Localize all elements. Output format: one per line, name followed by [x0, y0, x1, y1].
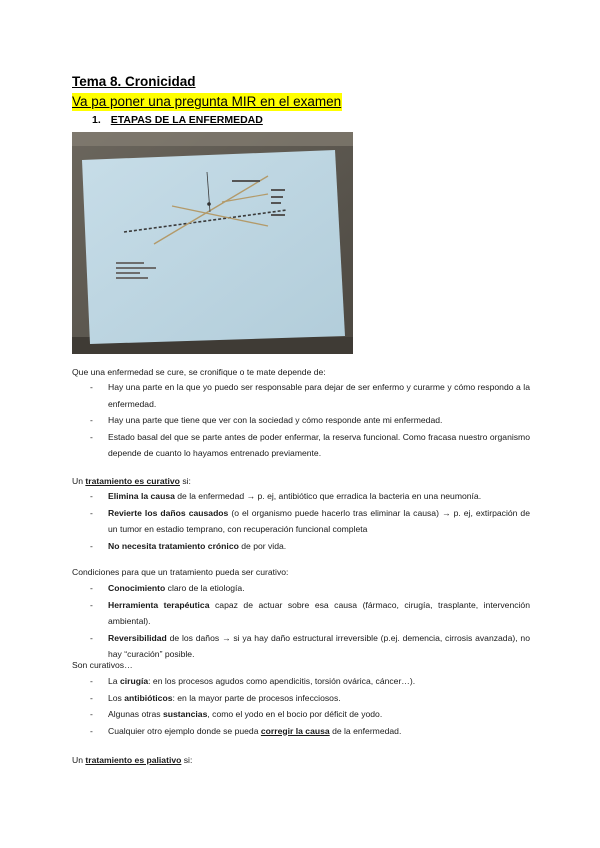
list-item: - Revierte los daños causados (o el organismo puede hacerlo tras eliminar la causa) → p. ej, extirpación de un tumor en estadio temprano, con recuperación funcional completa	[90, 507, 530, 534]
list-item: - Algunas otras sustancias, como el yodo en el bocio por déficit de yodo.	[90, 709, 383, 719]
curativo-list	[72, 488, 530, 554]
slide-label-bar	[271, 189, 285, 191]
condiciones-heading: Condiciones para que un tratamiento pueda ser curativo:	[72, 567, 289, 577]
highlighted-note: Va pa poner una pregunta MIR en el examen	[72, 94, 342, 109]
slide-label-bar	[232, 180, 260, 182]
slide-label-bar	[271, 214, 285, 216]
list-item: - Hay una parte que tiene que ver con la sociedad y cómo responde ante mi enfermedad.	[90, 415, 443, 425]
section-heading	[92, 114, 263, 126]
ceiling-strip	[72, 132, 353, 146]
list-item: - Elimina la causa de la enfermedad → p. ej, antibiótico que erradica la bacteria en una neumonía.	[90, 491, 482, 501]
slide-label-bar	[271, 202, 281, 204]
marker-dot	[207, 202, 211, 206]
intro-list	[72, 379, 530, 462]
slide-note-bar	[116, 262, 144, 264]
slide-note-bar	[116, 267, 156, 269]
projector-photo	[72, 132, 353, 354]
curativo-heading: Un tratamiento es curativo si:	[72, 476, 191, 486]
list-item: - Herramienta terapéutica capaz de actuar sobre esa causa (fármaco, cirugía, trasplante, intervención ambiental).	[90, 599, 530, 626]
page-title: Tema 8. Cronicidad	[72, 74, 196, 89]
slide-note-bar	[116, 272, 140, 274]
son-curativos-list	[72, 673, 530, 739]
list-item: - Cualquier otro ejemplo donde se pueda corregir la causa de la enfermedad.	[90, 725, 402, 736]
list-item: - Reversibilidad de los daños → si ya hay daño estructural irreversible (p.ej. demencia, cirrosis avanzada), no hay “curación” posible.	[90, 632, 530, 659]
list-item: - La cirugía: en los procesos agudos como apendicitis, torsión ovárica, cáncer…).	[90, 676, 416, 686]
intro-text: Que una enfermedad se cure, se cronifique o te mate depende de:	[72, 367, 326, 377]
list-item: - Hay una parte en la que yo puedo ser responsable para dejar de ser enfermo y curarme y cómo respondo a la enfermedad.	[90, 382, 530, 409]
slide-note-bar	[116, 277, 148, 279]
list-item: - Conocimiento claro de la etiología.	[90, 583, 245, 593]
paliativo-heading: Un tratamiento es paliativo si:	[72, 755, 193, 765]
list-item: - Los antibióticos: en la mayor parte de procesos infecciosos.	[90, 692, 341, 703]
list-item: - No necesita tratamiento crónico de por vida.	[90, 540, 287, 551]
slide-label-bar	[271, 196, 283, 198]
section-label: ETAPAS DE LA ENFERMEDAD	[110, 114, 263, 126]
condiciones-list	[72, 580, 530, 663]
section-number: 1.	[92, 114, 101, 126]
son-curativos-heading: Son curativos…	[72, 660, 133, 670]
projection-screen	[82, 150, 345, 344]
list-item: - Estado basal del que se parte antes de poder enfermar, la reserva funcional. Como fracasa nuestro organismo depende de cuanto lo hayamos entrenado previamente.	[90, 431, 530, 458]
